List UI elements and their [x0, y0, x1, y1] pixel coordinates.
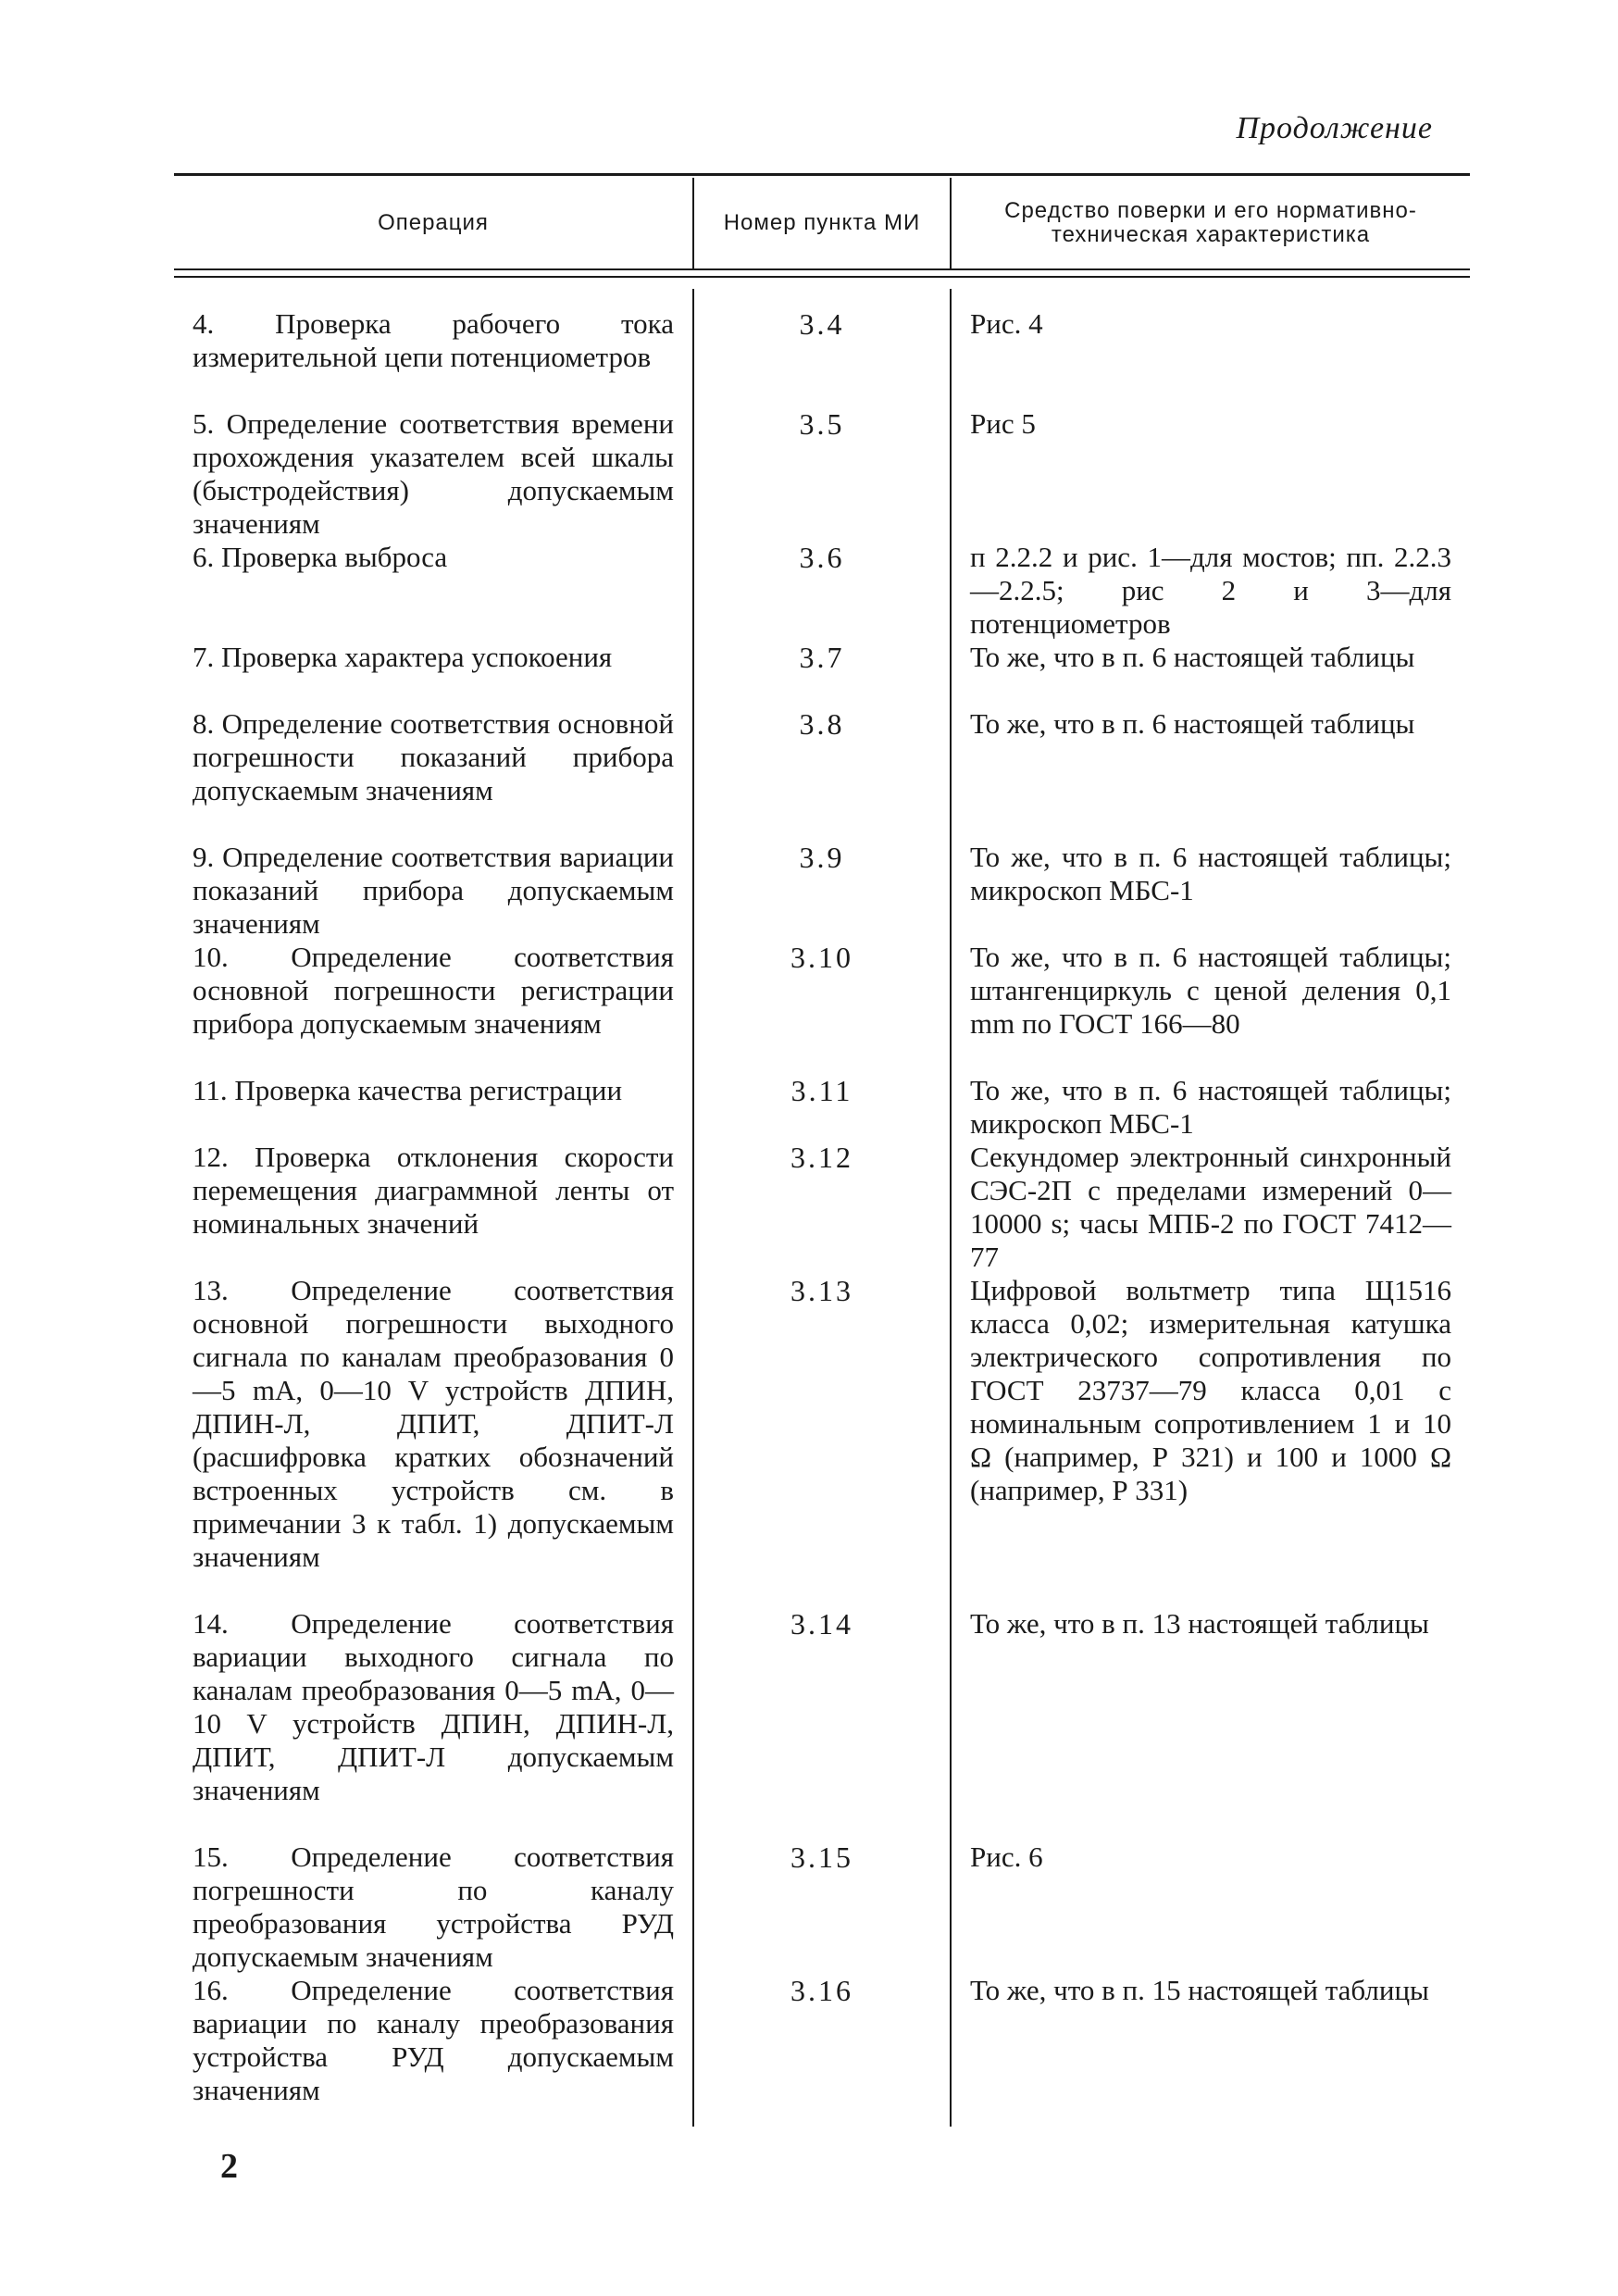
body-divider-2: [950, 289, 952, 2127]
header-divider-1: [692, 178, 694, 268]
item-number-cell: 3.16: [790, 1974, 853, 2007]
item-number-cell: 3.11: [790, 1074, 853, 1107]
operation-cell: 7. Проверка характера успокоения: [193, 641, 613, 673]
item-number-cell: 3.13: [790, 1274, 853, 1307]
tool-cell: То же, что в п. 6 настоящей таблицы; штангенциркуль с ценой деления 0,1 mm по ГОСТ 166—80: [970, 941, 1451, 1040]
item-number-cell: 3.6: [799, 541, 845, 574]
tool-cell: Цифровой вольтметр типа Щ1516 класса 0,02; измерительная катушка электрического сопротивления по ГОСТ 23737—79 класса 0,01 с номинальным сопротивлением 1 и 10 Ω (например, Р 321) и 100 и 1000 Ω (например, Р 331): [970, 1274, 1451, 1506]
item-number-cell: 3.15: [790, 1841, 853, 1874]
operation-cell: 9. Определение соответствия вариации показаний прибора допускаемым значениям: [193, 841, 674, 940]
tool-cell: То же, что в п. 6 настоящей таблицы; микроскоп МБС-1: [970, 1074, 1451, 1140]
column-header-item-number: Номер пункта МИ: [723, 210, 921, 235]
item-number-cell: 3.5: [799, 407, 845, 441]
header-divider-2: [950, 178, 952, 268]
tool-cell: Рис. 6: [970, 1841, 1043, 1873]
tool-cell: п 2.2.2 и рис. 1—для мостов; пп. 2.2.3—2.2.5; рис 2 и 3—для потенциометров: [970, 541, 1451, 640]
tool-cell: Секундомер электронный синхронный СЭС-2П с пределами измерений 0—10000 s; часы МПБ-2 по ГОСТ 7412—77: [970, 1141, 1451, 1273]
tool-cell: То же, что в п. 6 настоящей таблицы; микроскоп МБС-1: [970, 841, 1451, 906]
item-number-cell: 3.4: [799, 307, 845, 341]
operation-cell: 8. Определение соответствия основной погрешности показаний прибора допускаемым значениям: [193, 707, 674, 806]
operation-cell: 16. Определение соответствия вариации по каналу преобразования устройства РУД допускаемым значениям: [193, 1974, 674, 2106]
tool-cell: Рис 5: [970, 407, 1036, 440]
operation-cell: 10. Определение соответствия основной погрешности регистрации прибора допускаемым значениям: [193, 941, 674, 1040]
item-number-cell: 3.8: [799, 707, 845, 741]
item-number-cell: 3.12: [790, 1141, 853, 1174]
tool-cell: То же, что в п. 13 настоящей таблицы: [970, 1607, 1429, 1640]
operation-cell: 13. Определение соответствия основной погрешности выходного сигнала по каналам преобразования 0—5 mA, 0—10 V устройств ДПИН, ДПИН-Л, ДПИТ, ДПИТ-Л (расшифровка кратких обозначений встроенных устройств см. в примечании 3 к табл. 1) допускаемым значениям: [193, 1274, 674, 1573]
tool-cell: То же, что в п. 15 настоящей таблицы: [970, 1974, 1429, 2006]
operation-cell: 12. Проверка отклонения скорости перемещения диаграммной ленты от номинальных значений: [193, 1141, 674, 1240]
item-number-cell: 3.9: [799, 841, 845, 874]
column-header-tool: Средство поверки и его нормативно-техническая характеристика: [1004, 198, 1417, 247]
continuation-label: Продолжение: [1236, 111, 1433, 145]
item-number-cell: 3.10: [790, 941, 853, 974]
tool-cell: То же, что в п. 6 настоящей таблицы: [970, 707, 1415, 740]
item-number-cell: 3.14: [790, 1607, 853, 1641]
column-header-operation: Операция: [378, 210, 489, 235]
item-number-cell: 3.7: [799, 641, 845, 674]
tool-cell: То же, что в п. 6 настоящей таблицы: [970, 641, 1415, 673]
operation-cell: 6. Проверка выброса: [193, 541, 448, 573]
table-top-rule: [174, 173, 1470, 176]
operation-cell: 14. Определение соответствия вариации выходного сигнала по каналам преобразования 0—5 mA, 0—10 V устройств ДПИН, ДПИН-Л, ДПИТ, ДПИТ-Л допускаемым значениям: [193, 1607, 674, 1806]
header-bottom-rule: [174, 268, 1470, 270]
operation-cell: 4. Проверка рабочего тока измерительной цепи потенциометров: [193, 307, 674, 373]
operation-cell: 11. Проверка качества регистрации: [193, 1074, 623, 1106]
tool-cell: Рис. 4: [970, 307, 1043, 340]
verification-table: [174, 168, 1470, 2122]
operation-cell: 15. Определение соответствия погрешности по каналу преобразования устройства РУД допускаемым значениям: [193, 1841, 674, 1973]
header-bottom-rule-double: [174, 276, 1470, 278]
page-number: 2: [220, 2147, 238, 2186]
operation-cell: 5. Определение соответствия времени прохождения указателем всей шкалы (быстродействия) допускаемым значениям: [193, 407, 674, 540]
